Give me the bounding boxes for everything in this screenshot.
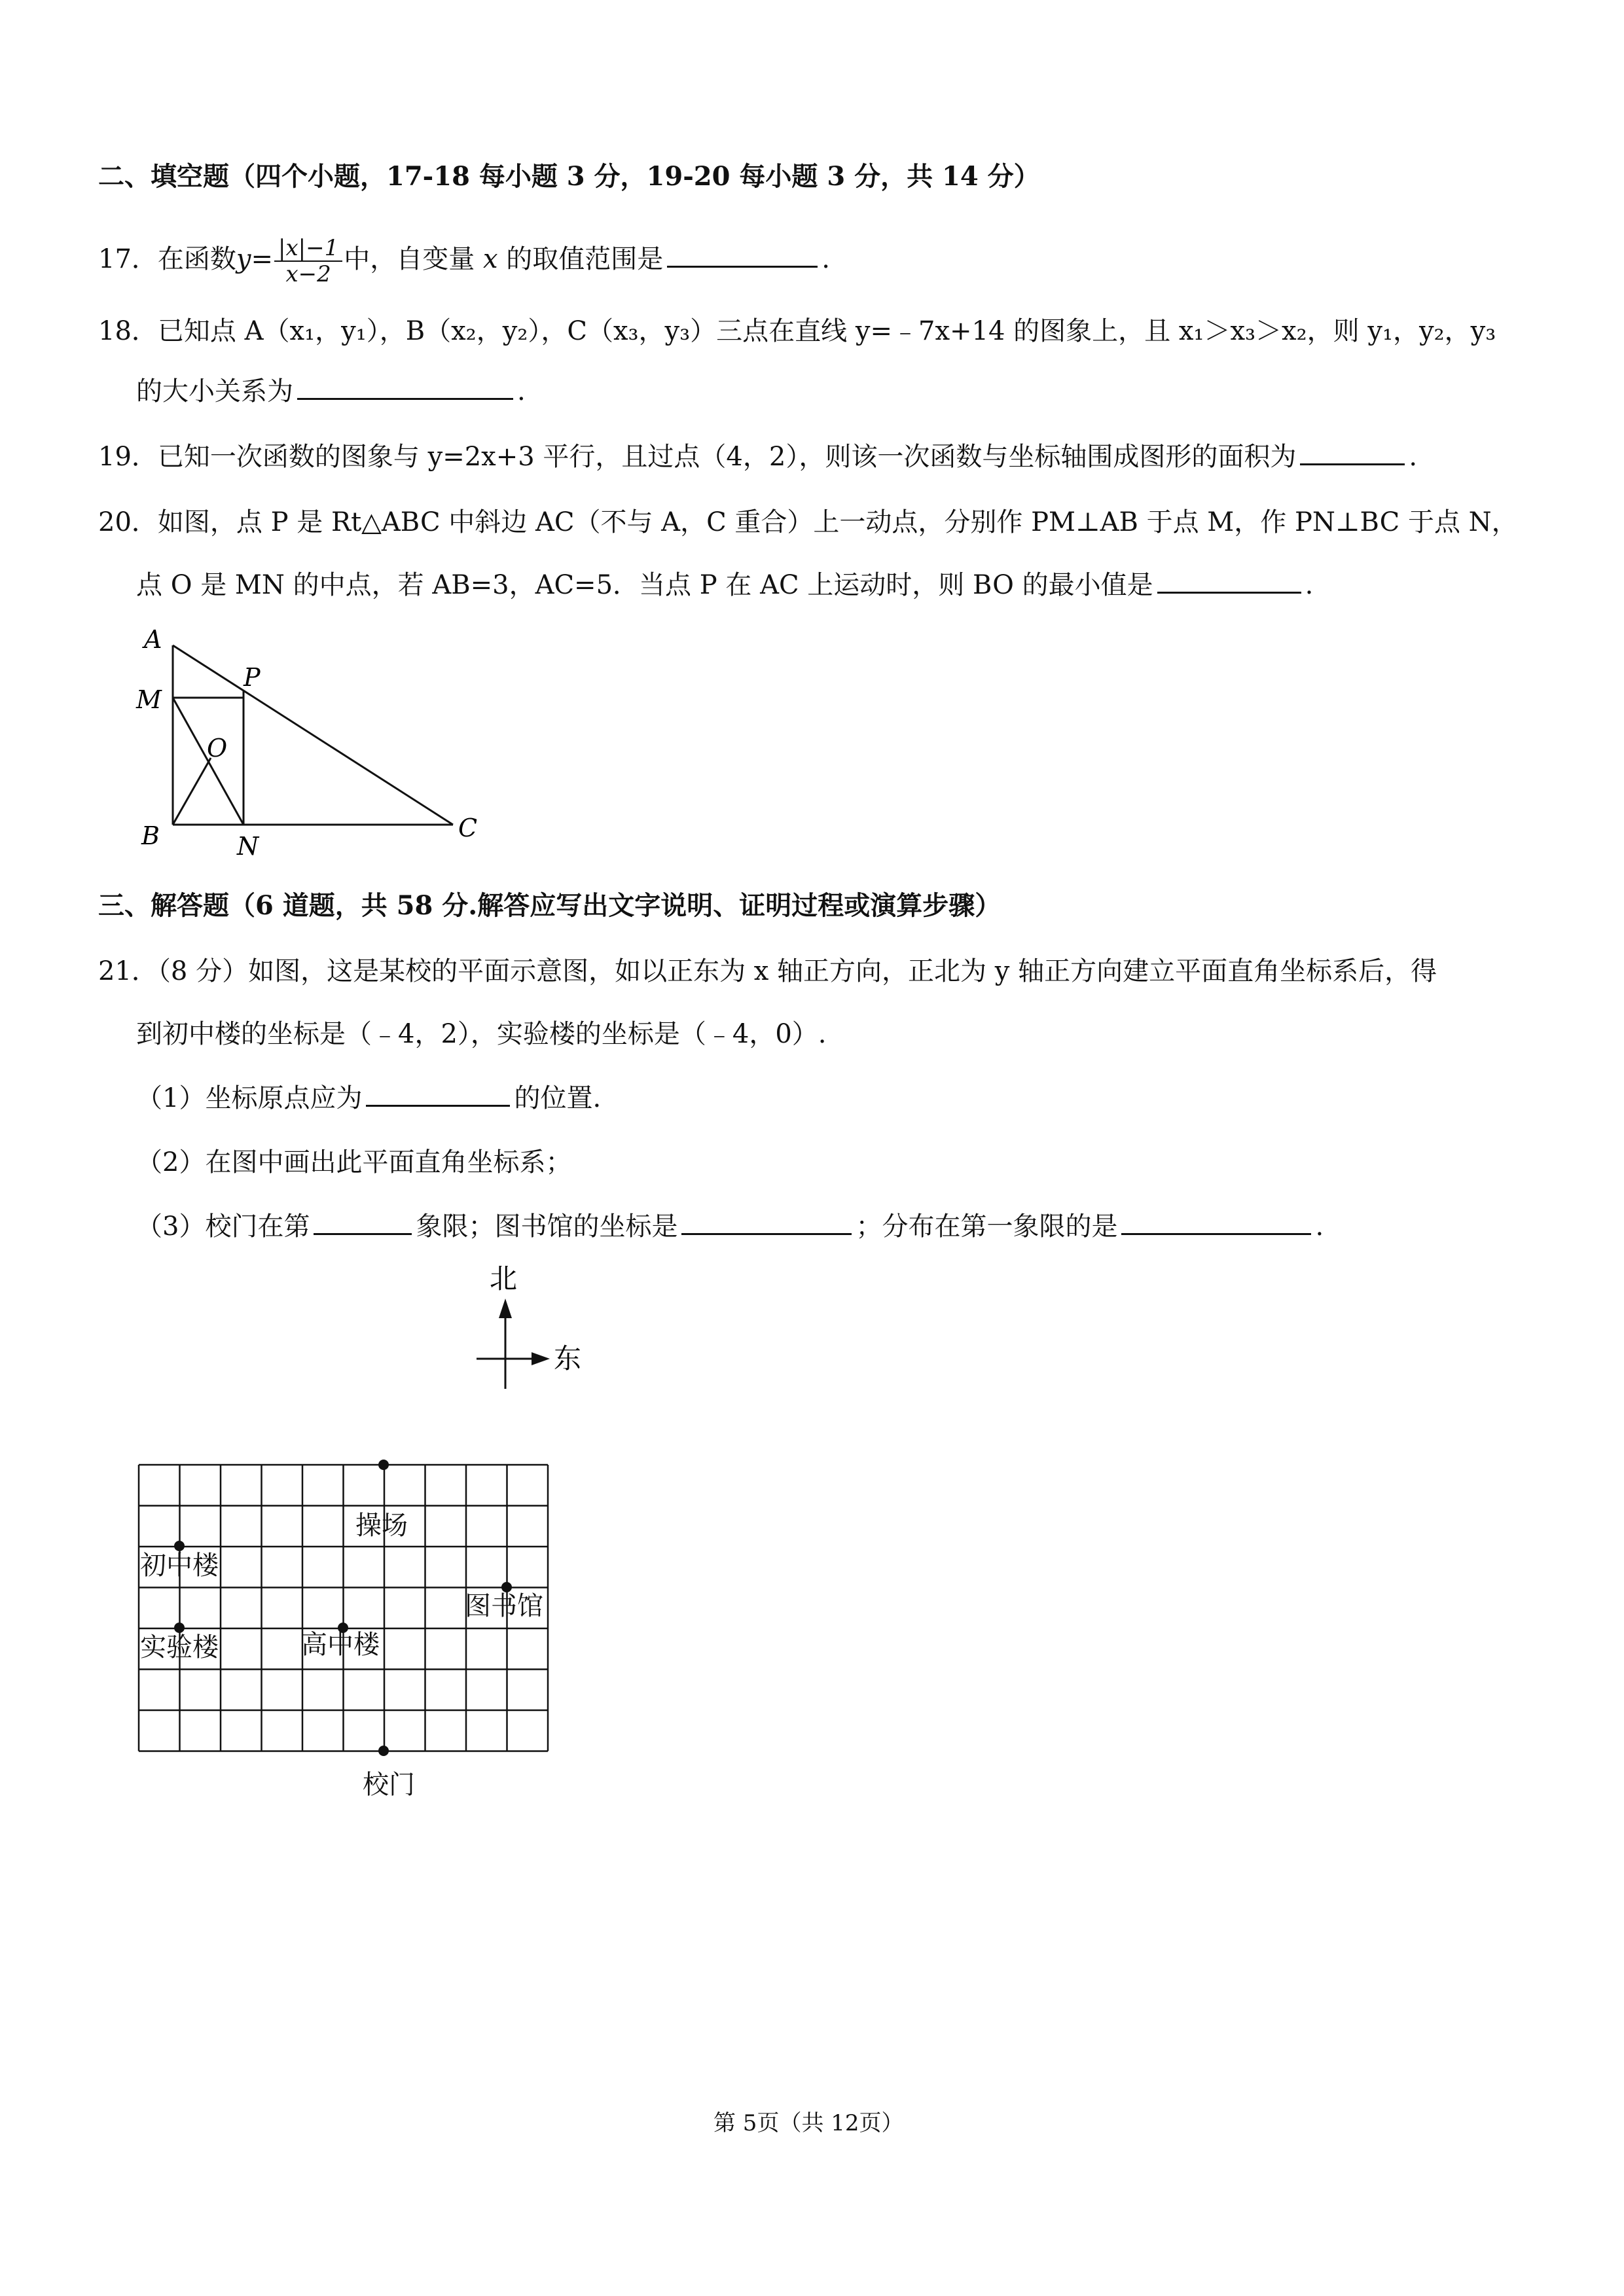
question-19 — [98, 439, 1417, 475]
q20-line-1: 如图，点 P 是 Rt△ABC 中斜边 AC（不与 A，C 重合）上一动点，分别作 PM⊥AB 于点 M，作 PN⊥BC 于点 N， — [157, 507, 1518, 537]
q17-text-2: 中，自变量 — [344, 244, 475, 274]
q18-line-1: 已知点 A（x₁，y₁），B（x₂，y₂），C（x₃，y₃）三点在直线 y=﹣7x+14 的图象上，且 x₁＞x₃＞x₂，则 y₁，y₂，y₃ — [157, 316, 1496, 346]
label-p: P — [244, 663, 261, 692]
q17-text-3: 的取值范围是 — [506, 244, 664, 274]
label-o: O — [207, 734, 228, 762]
q21-number: 21． — [98, 956, 158, 986]
q21-line-1: （8 分）如图，这是某校的平面示意图，如以正东为 x 轴正方向，正北为 y 轴正方向建立平面直角坐标系后，得 — [157, 956, 1437, 986]
q21-p3-text-c: ；分布在第一象限的是 — [856, 1211, 1118, 1242]
playground-label: 操场 — [355, 1511, 408, 1541]
lab-building-label: 实验楼 — [140, 1632, 219, 1662]
section-2-title: 二、填空题（四个小题，17-18 每小题 3 分，19-20 每小题 3 分，共 14 分） — [98, 161, 1040, 192]
q20-end: . — [1305, 570, 1314, 600]
q20-triangle-figure — [131, 628, 497, 864]
question-20 — [98, 504, 1518, 541]
q17-number: 17． — [98, 244, 158, 274]
library-label: 图书馆 — [465, 1591, 543, 1621]
q17-fraction — [274, 236, 342, 287]
q21-p3-text-a: （3）校门在第 — [136, 1211, 310, 1242]
segment-bo — [173, 758, 211, 825]
question-18-cont — [136, 373, 526, 410]
gate-point — [378, 1746, 389, 1756]
q21-part-1 — [136, 1080, 601, 1117]
senior-building-label: 高中楼 — [301, 1630, 380, 1660]
q18-answer-blank[interactable] — [297, 374, 513, 400]
compass-figure — [458, 1257, 602, 1401]
q21-p3-first-quadrant-blank[interactable] — [1121, 1210, 1311, 1235]
gate-label: 校门 — [363, 1770, 415, 1800]
q21-line-2: 到初中楼的坐标是（﹣4，2），实验楼的坐标是（﹣4，0）. — [136, 1019, 827, 1049]
label-n: N — [237, 832, 259, 861]
lab-building-point — [174, 1623, 185, 1633]
q21-p3-library-blank[interactable] — [681, 1210, 852, 1235]
q21-p1-text-a: （1）坐标原点应为 — [136, 1083, 363, 1113]
q19-text: 已知一次函数的图象与 y=2x+3 平行，且过点（4，2），则该一次函数与坐标轴围成图形的面积为 — [157, 442, 1297, 472]
question-20-cont — [136, 567, 1313, 603]
label-c: C — [458, 814, 478, 842]
q20-answer-blank[interactable] — [1157, 568, 1301, 594]
page-footer: 第 5页（共 12页） — [713, 2110, 904, 2136]
q20-line-2: 点 O 是 MN 的中点，若 AB=3，AC=5．当点 P 在 AC 上运动时，则 BO 的最小值是 — [136, 570, 1153, 600]
q19-end: . — [1409, 442, 1418, 472]
q18-line-2: 的大小关系为 — [136, 376, 293, 406]
question-17 — [98, 236, 830, 287]
junior-building-point — [174, 1541, 185, 1551]
playground-point — [378, 1460, 389, 1470]
q17-fraction-denominator: x−2 — [285, 261, 331, 287]
q21-p1-answer-blank[interactable] — [366, 1081, 510, 1107]
q17-fraction-numerator: |x|−1 — [274, 236, 342, 262]
q21-p3-end: . — [1315, 1211, 1324, 1242]
q17-text-1: 在函数 — [157, 244, 236, 274]
school-map — [131, 1460, 576, 1839]
q21-part-3 — [136, 1208, 1324, 1245]
q18-number: 18． — [98, 316, 158, 346]
q19-number: 19． — [98, 442, 158, 472]
q18-end: . — [517, 376, 526, 406]
question-21 — [98, 953, 1437, 990]
q21-p3-text-b: 象限；图书馆的坐标是 — [416, 1211, 678, 1242]
label-b: B — [141, 821, 160, 850]
label-a: A — [144, 628, 162, 654]
q21-p3-quadrant-blank[interactable] — [314, 1210, 412, 1235]
east-arrow-icon — [532, 1352, 550, 1365]
q21-part-2: （2）在图中画出此平面直角坐标系； — [136, 1147, 572, 1177]
q17-answer-blank[interactable] — [667, 242, 818, 268]
junior-building-label: 初中楼 — [140, 1551, 219, 1581]
q17-y-eq: y= — [236, 244, 274, 274]
section-3-title: 三、解答题（6 道题，共 58 分.解答应写出文字说明、证明过程或演算步骤） — [98, 890, 1001, 921]
q19-answer-blank[interactable] — [1300, 440, 1405, 465]
label-m: M — [136, 685, 162, 714]
q17-var-x: x — [482, 244, 498, 274]
compass-north-label: 北 — [490, 1263, 518, 1295]
question-18 — [98, 313, 1496, 350]
north-arrow-icon — [499, 1299, 512, 1318]
compass-east-label: 东 — [554, 1342, 582, 1374]
q20-number: 20． — [98, 507, 158, 537]
q21-p1-text-b: 的位置. — [514, 1083, 602, 1113]
q17-end: . — [821, 244, 830, 274]
